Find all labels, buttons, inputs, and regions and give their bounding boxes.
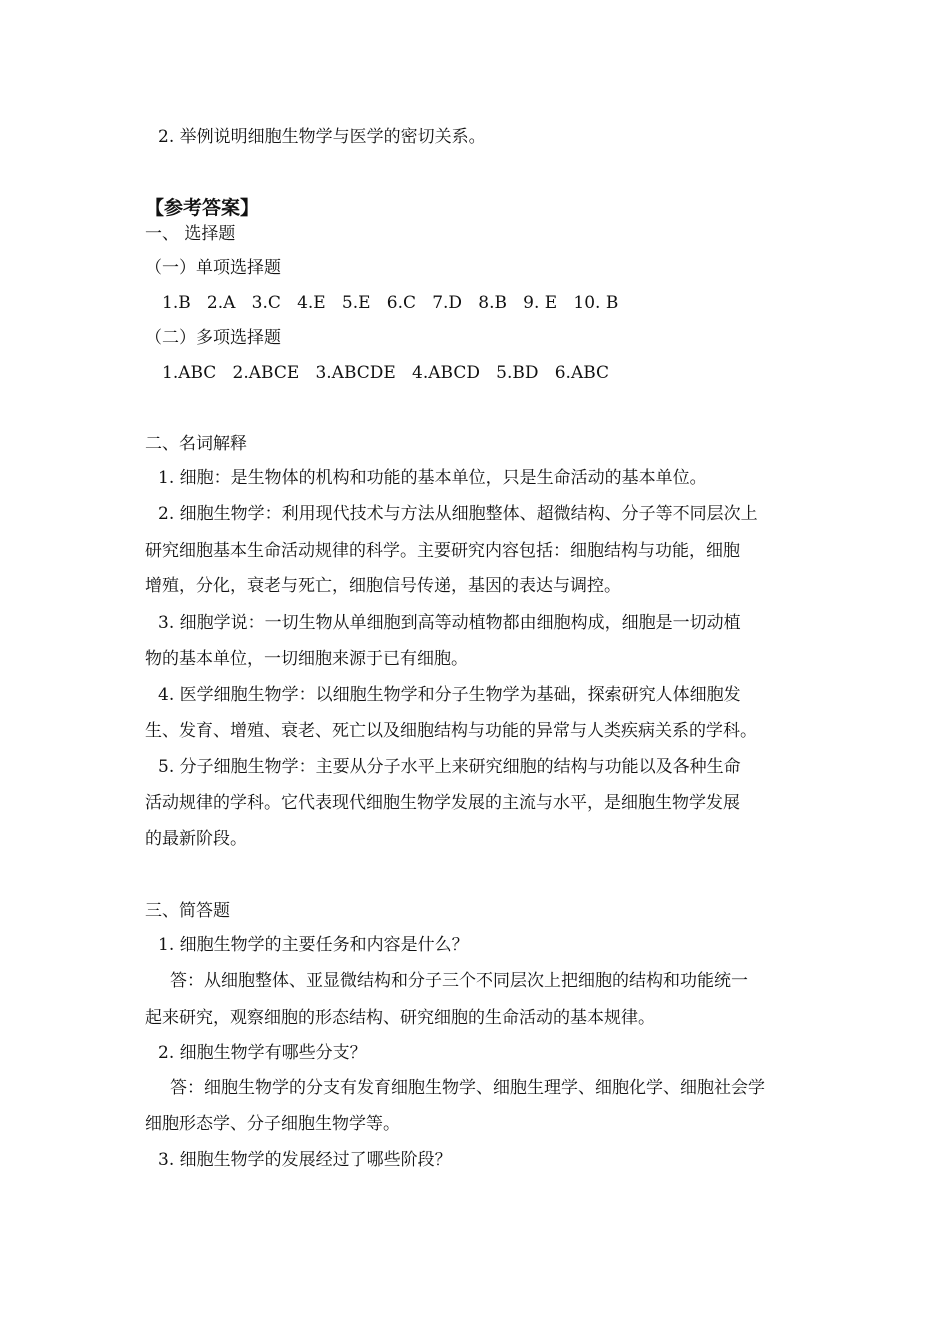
term-line: 生、发育、增殖、衰老、死亡以及细胞结构与功能的异常与人类疾病关系的学科。 [145, 721, 757, 741]
term-line: 5. 分子细胞生物学：主要从分子水平上来研究细胞的结构与功能以及各种生命 [158, 757, 741, 777]
multi-choice-answers: 1.ABC 2.ABCE 3.ABCDE 4.ABCD 5.BD 6.ABC [162, 363, 610, 383]
qa-line: 答：从细胞整体、亚显微结构和分子三个不同层次上把细胞的结构和功能统一 [170, 971, 748, 991]
term-line: 的最新阶段。 [145, 829, 247, 849]
qa-line: 1. 细胞生物学的主要任务和内容是什么？ [158, 935, 469, 955]
single-choice-answers: 1.B 2.A 3.C 4.E 5.E 6.C 7.D 8.B 9. E 10. B [162, 293, 619, 313]
qa-line: 2. 细胞生物学有哪些分支？ [158, 1043, 367, 1063]
multi-choice-title: （二）多项选择题 [145, 328, 281, 348]
section3-title: 三、简答题 [145, 901, 230, 921]
term-line: 1. 细胞：是生物体的机构和功能的基本单位，只是生命活动的基本单位。 [158, 468, 707, 488]
term-line: 3. 细胞学说：一切生物从单细胞到高等动植物都由细胞构成，细胞是一切动植 [158, 613, 741, 633]
term-line: 研究细胞基本生命活动规律的科学。主要研究内容包括：细胞结构与功能，细胞 [145, 541, 740, 561]
section1-title: 一、 选择题 [145, 224, 236, 244]
qa-line: 3. 细胞生物学的发展经过了哪些阶段？ [158, 1150, 452, 1170]
term-line: 物的基本单位，一切细胞来源于已有细胞。 [145, 649, 468, 669]
term-line: 2. 细胞生物学：利用现代技术与方法从细胞整体、超微结构、分子等不同层次上 [158, 504, 758, 524]
qa-line: 起来研究，观察细胞的形态结构、研究细胞的生命活动的基本规律。 [145, 1008, 655, 1028]
qa-line: 细胞形态学、分子细胞生物学等。 [145, 1114, 400, 1134]
section2-title: 二、名词解释 [145, 434, 247, 454]
answers-heading: 【参考答案】 [145, 197, 260, 219]
qa-line: 答：细胞生物学的分支有发育细胞生物学、细胞生理学、细胞化学、细胞社会学 [170, 1078, 765, 1098]
question-2: 2. 举例说明细胞生物学与医学的密切关系。 [158, 127, 486, 147]
term-line: 增殖，分化，衰老与死亡，细胞信号传递，基因的表达与调控。 [145, 576, 621, 596]
term-line: 4. 医学细胞生物学：以细胞生物学和分子生物学为基础，探索研究人体细胞发 [158, 685, 741, 705]
term-line: 活动规律的学科。它代表现代细胞生物学发展的主流与水平，是细胞生物学发展 [145, 793, 740, 813]
single-choice-title: （一）单项选择题 [145, 258, 281, 278]
